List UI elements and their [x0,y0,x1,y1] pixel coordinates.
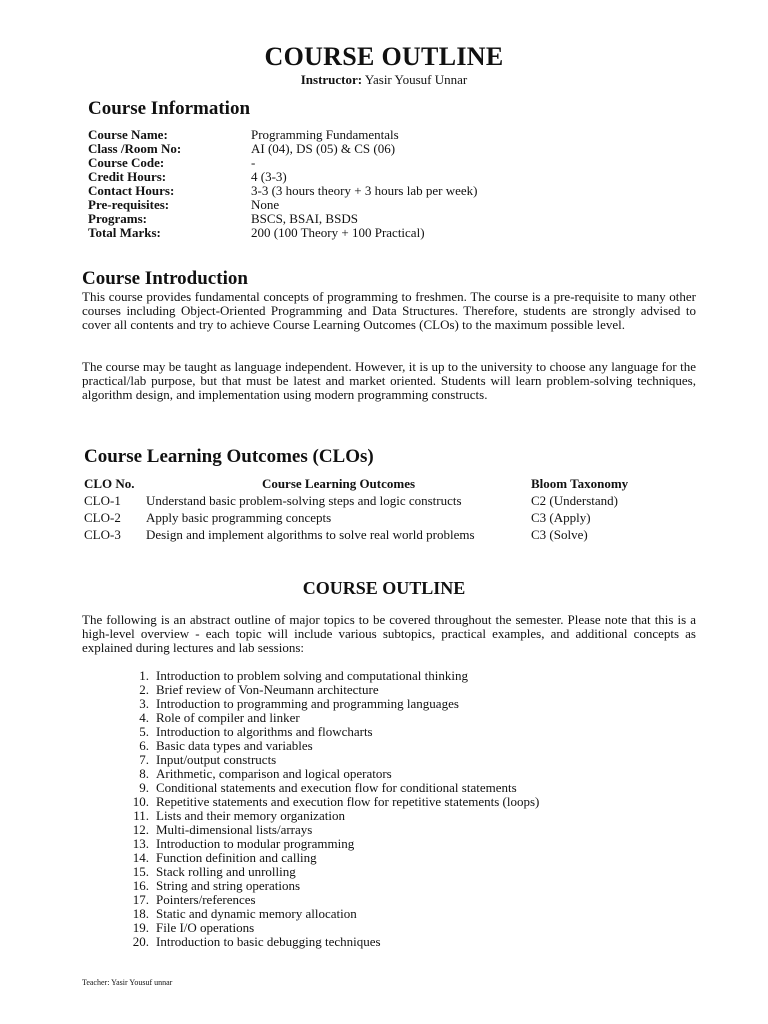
clo-outcome: Design and implement algorithms to solve real world problems [146,527,475,542]
topic-text: Pointers/references [156,892,256,907]
topic-number: 7. [139,752,149,767]
info-value: BSCS, BSAI, BSDS [251,211,358,226]
list-item [120,893,539,907]
topic-number: 5. [139,724,149,739]
topic-text: File I/O operations [156,920,255,935]
topic-text: Stack rolling and unrolling [156,864,296,879]
list-item [120,795,539,809]
info-value: - [251,155,256,170]
topic-number: 9. [139,780,149,795]
list-item [120,921,539,935]
topic-number: 1. [139,668,149,683]
info-row [88,170,477,184]
topic-number: 17. [132,892,149,907]
clo-bloom: C3 (Solve) [531,527,588,542]
clo-bloom: C3 (Apply) [531,510,591,525]
list-item [120,683,539,697]
list-item [120,739,539,753]
topic-text: Introduction to modular programming [156,836,355,851]
course-outline-heading: COURSE OUTLINE [302,578,466,598]
topic-number: 3. [139,696,149,711]
topic-text: Introduction to programming and programming languages [156,696,459,711]
clos-heading: Course Learning Outcomes (CLOs) [84,446,374,467]
topic-list [120,669,539,949]
info-row [88,142,477,156]
topic-number: 15. [132,864,149,879]
topic-text: Arithmetic, comparison and logical operators [156,766,392,781]
info-label: Total Marks: [88,225,161,240]
list-item [120,781,539,795]
clo-outcome: Understand basic problem-solving steps and logic constructs [146,493,462,508]
clo-row [84,526,704,543]
info-row [88,156,477,170]
topic-number: 11. [133,808,149,823]
course-information-table [88,128,477,240]
list-item [120,865,539,879]
info-row [88,128,477,142]
list-item [120,669,539,683]
info-value: Programming Fundamentals [251,127,399,142]
clo-number: CLO-2 [84,510,121,525]
info-row [88,212,477,226]
topic-text: Multi-dimensional lists/arrays [156,822,313,837]
list-item [120,809,539,823]
topic-number: 20. [132,934,149,949]
info-row [88,198,477,212]
topic-text: Introduction to algorithms and flowcharts [156,724,373,739]
list-item [120,725,539,739]
topic-number: 4. [139,710,149,725]
topic-number: 16. [132,878,149,893]
clo-number: CLO-1 [84,493,121,508]
info-value: 200 (100 Theory + 100 Practical) [251,225,425,240]
info-label: Credit Hours: [88,169,167,184]
clo-row [84,509,704,526]
topic-number: 18. [132,906,149,921]
topic-number: 2. [139,682,149,697]
clo-row [84,492,704,509]
course-introduction-heading: Course Introduction [82,268,248,289]
outline-intro-paragraph: The following is an abstract outline of major topics to be covered throughout the semester. Please note that this is a high-level overview - each topic will include various subtopics, practical examples, and additional concepts as explained during lectures and lab sessions: [82,612,696,655]
clo-table [84,475,704,543]
topic-text: Repetitive statements and execution flow for repetitive statements (loops) [156,794,540,809]
list-item [120,907,539,921]
info-label: Course Code: [88,155,165,170]
topic-text: Introduction to problem solving and computational thinking [156,668,468,683]
list-item [120,837,539,851]
page-footer: Teacher: Yasir Yousuf unnar [82,978,173,987]
clo-number: CLO-3 [84,527,121,542]
info-label: Programs: [88,211,147,226]
clo-bloom: C2 (Understand) [531,493,619,508]
info-label: Pre-requisites: [88,197,170,212]
list-item [120,711,539,725]
clo-column-header: Course Learning Outcomes [261,476,416,491]
clo-header-row [84,475,704,492]
clo-column-header: Bloom Taxonomy [531,476,629,491]
topic-text: Static and dynamic memory allocation [156,906,357,921]
info-value: 4 (3-3) [251,169,287,184]
list-item [120,823,539,837]
intro-paragraph-1: This course provides fundamental concepts of programming to freshmen. The course is a pre-requisite to many other courses including Object-Oriented Programming and Data Structures. Therefore, students are strongly advised to cover all contents and try to achieve Course Learning Outcomes (CLOs) to the maximum possible level. [82,289,696,332]
topic-text: Role of compiler and linker [156,710,300,725]
course-information-heading: Course Information [88,98,251,119]
intro-paragraph-2: The course may be taught as language independent. However, it is up to the university to choose any language for the practical/lab purpose, but that must be latest and market oriented. Students will learn problem-solving techniques, algorithm design, and implementation using modern programming constructs. [82,359,696,402]
topic-text: Conditional statements and execution flow for conditional statements [156,780,517,795]
clo-outcome: Apply basic programming concepts [146,510,332,525]
topic-number: 6. [139,738,149,753]
info-value: None [251,197,280,212]
topic-number: 12. [132,822,149,837]
topic-number: 8. [139,766,149,781]
list-item [120,935,539,949]
list-item [120,753,539,767]
info-value: 3-3 (3 hours theory + 3 hours lab per week) [251,183,478,198]
instructor-label: Instructor: [300,72,363,87]
topic-text: String and string operations [156,878,301,893]
instructor-line [0,72,768,88]
topic-number: 10. [132,794,149,809]
topic-text: Function definition and calling [156,850,317,865]
clo-column-header: CLO No. [84,476,135,491]
info-value: AI (04), DS (05) & CS (06) [251,141,396,156]
topic-number: 19. [132,920,149,935]
list-item [120,767,539,781]
page-title: COURSE OUTLINE [264,42,504,71]
topic-text: Basic data types and variables [156,738,313,753]
instructor-name: Yasir Yousuf Unnar [364,72,468,87]
info-label: Contact Hours: [88,183,175,198]
list-item [120,697,539,711]
list-item [120,851,539,865]
topic-text: Input/output constructs [156,752,277,767]
topic-number: 14. [132,850,149,865]
topic-text: Brief review of Von-Neumann architecture [156,682,379,697]
info-label: Course Name: [88,127,168,142]
info-row [88,184,477,198]
topic-text: Introduction to basic debugging techniques [156,934,381,949]
topic-number: 13. [132,836,149,851]
info-label: Class /Room No: [88,141,182,156]
list-item [120,879,539,893]
info-row [88,226,477,240]
topic-text: Lists and their memory organization [156,808,345,823]
